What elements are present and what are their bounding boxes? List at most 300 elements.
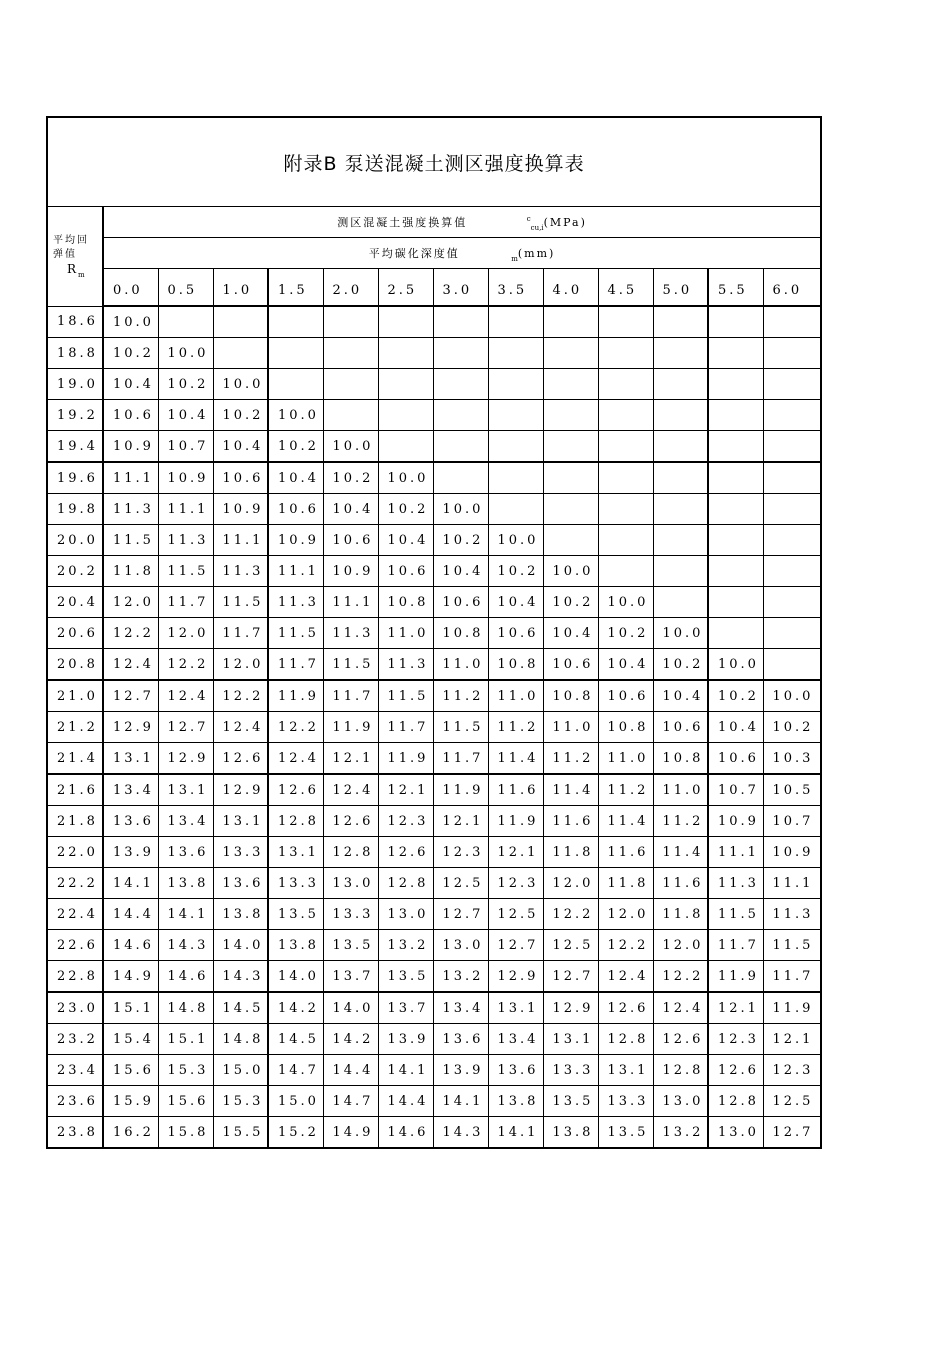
- strength-value-cell: 13.9: [433, 1055, 488, 1086]
- strength-value-cell: 10.0: [543, 556, 598, 587]
- strength-value-cell: 14.8: [158, 992, 213, 1024]
- strength-value-cell: [763, 649, 821, 681]
- strength-value-cell: 11.8: [103, 556, 158, 587]
- strength-value-cell: 10.2: [433, 525, 488, 556]
- strength-value-cell: 11.1: [323, 587, 378, 618]
- strength-value-cell: 10.4: [598, 649, 653, 681]
- table-row: [47, 556, 821, 587]
- strength-value-cell: 12.3: [378, 806, 433, 837]
- strength-value-cell: 12.1: [323, 743, 378, 775]
- strength-value-cell: [488, 462, 543, 494]
- strength-value-cell: 10.0: [598, 587, 653, 618]
- strength-value-cell: 11.0: [488, 680, 543, 712]
- strength-value-cell: [598, 431, 653, 463]
- strength-value-cell: 10.8: [433, 618, 488, 649]
- rebound-value-cell: 23.6: [47, 1086, 103, 1117]
- strength-value-cell: 11.0: [653, 774, 708, 806]
- strength-value-cell: 10.2: [653, 649, 708, 681]
- strength-value-cell: [653, 525, 708, 556]
- strength-value-cell: 12.2: [103, 618, 158, 649]
- depth-header-cell: 0.0: [103, 269, 158, 307]
- strength-value-cell: 13.1: [268, 837, 323, 868]
- strength-value-cell: 15.6: [158, 1086, 213, 1117]
- strength-value-cell: 13.0: [708, 1117, 763, 1149]
- strength-value-cell: 12.3: [488, 868, 543, 899]
- strength-value-cell: 12.9: [543, 992, 598, 1024]
- strength-value-cell: [543, 306, 598, 338]
- rebound-value-cell: 20.6: [47, 618, 103, 649]
- strength-value-cell: 13.2: [433, 961, 488, 993]
- table-row: [47, 306, 821, 338]
- strength-value-cell: 10.4: [433, 556, 488, 587]
- depth-values-row: [47, 269, 821, 307]
- depth-header-cell: 5.5: [708, 269, 763, 307]
- table-row: [47, 930, 821, 961]
- strength-value-cell: 11.9: [268, 680, 323, 712]
- strength-value-cell: [543, 369, 598, 400]
- strength-value-cell: 10.4: [378, 525, 433, 556]
- strength-value-cell: 12.3: [708, 1024, 763, 1055]
- depth-header-cell: 6.0: [763, 269, 821, 307]
- strength-value-cell: 10.0: [763, 680, 821, 712]
- strength-value-cell: 13.8: [268, 930, 323, 961]
- strength-value-cell: [433, 462, 488, 494]
- strength-value-cell: [763, 525, 821, 556]
- strength-value-cell: 10.2: [378, 494, 433, 525]
- strength-value-cell: 15.0: [268, 1086, 323, 1117]
- strength-value-cell: 10.9: [268, 525, 323, 556]
- strength-value-cell: [378, 400, 433, 431]
- strength-value-cell: 12.7: [158, 712, 213, 743]
- strength-value-cell: 13.5: [323, 930, 378, 961]
- strength-value-cell: 11.2: [488, 712, 543, 743]
- depth-header-cell: 4.0: [543, 269, 598, 307]
- strength-value-cell: 11.3: [213, 556, 268, 587]
- depth-header-cell: 1.0: [213, 269, 268, 307]
- strength-value-cell: 13.8: [213, 899, 268, 930]
- rebound-value-cell: 21.4: [47, 743, 103, 775]
- strength-value-cell: 10.2: [158, 369, 213, 400]
- strength-value-cell: 13.2: [378, 930, 433, 961]
- strength-value-cell: 12.6: [378, 837, 433, 868]
- strength-value-cell: 15.5: [213, 1117, 268, 1149]
- strength-value-cell: 10.9: [763, 837, 821, 868]
- strength-value-cell: 10.2: [763, 712, 821, 743]
- strength-value-cell: 11.5: [378, 680, 433, 712]
- strength-value-cell: 11.5: [763, 930, 821, 961]
- strength-value-cell: 12.5: [763, 1086, 821, 1117]
- strength-value-cell: [708, 556, 763, 587]
- strength-symbol-sup: c: [526, 215, 531, 223]
- depth-header-cell: 0.5: [158, 269, 213, 307]
- rebound-value-cell: 20.0: [47, 525, 103, 556]
- depth-header-cell: 4.5: [598, 269, 653, 307]
- strength-value-cell: 12.4: [213, 712, 268, 743]
- strength-unit: (MPa): [543, 216, 587, 229]
- strength-value-cell: 12.7: [488, 930, 543, 961]
- table-row: [47, 431, 821, 463]
- strength-value-cell: 11.5: [268, 618, 323, 649]
- rebound-value-cell: 22.6: [47, 930, 103, 961]
- corner-symbol-sub: m: [78, 271, 85, 280]
- strength-value-cell: [598, 306, 653, 338]
- table-row: [47, 400, 821, 431]
- corner-line2: 弹值: [53, 249, 77, 261]
- strength-value-cell: 13.6: [433, 1024, 488, 1055]
- depth-header: [103, 238, 821, 269]
- strength-value-cell: 13.3: [213, 837, 268, 868]
- strength-value-cell: 15.2: [268, 1117, 323, 1149]
- depth-header-cell: 1.5: [268, 269, 323, 307]
- strength-value-cell: 12.6: [323, 806, 378, 837]
- depth-header-cell: 2.0: [323, 269, 378, 307]
- strength-value-cell: [433, 306, 488, 338]
- table-row: [47, 338, 821, 369]
- strength-value-cell: 12.0: [543, 868, 598, 899]
- strength-value-cell: [653, 369, 708, 400]
- strength-value-cell: 12.8: [598, 1024, 653, 1055]
- rebound-value-cell: 19.2: [47, 400, 103, 431]
- strength-value-cell: 12.7: [543, 961, 598, 993]
- strength-value-cell: [323, 369, 378, 400]
- strength-value-cell: 13.6: [158, 837, 213, 868]
- strength-value-cell: 10.2: [213, 400, 268, 431]
- strength-value-cell: [213, 338, 268, 369]
- strength-value-cell: [268, 369, 323, 400]
- strength-value-cell: 12.2: [653, 961, 708, 993]
- strength-value-cell: 10.2: [268, 431, 323, 463]
- strength-value-cell: 12.4: [323, 774, 378, 806]
- strength-value-cell: 13.0: [433, 930, 488, 961]
- strength-value-cell: 11.7: [433, 743, 488, 775]
- strength-value-cell: 13.5: [378, 961, 433, 993]
- strength-value-cell: [433, 400, 488, 431]
- strength-value-cell: 11.9: [763, 992, 821, 1024]
- strength-value-cell: 13.4: [103, 774, 158, 806]
- table-row: [47, 806, 821, 837]
- rebound-value-cell: 20.4: [47, 587, 103, 618]
- strength-value-cell: 10.8: [378, 587, 433, 618]
- strength-value-cell: 12.5: [543, 930, 598, 961]
- strength-value-cell: 10.9: [323, 556, 378, 587]
- strength-value-cell: 12.1: [433, 806, 488, 837]
- rebound-value-cell: 22.0: [47, 837, 103, 868]
- strength-value-cell: 12.6: [268, 774, 323, 806]
- strength-value-cell: 11.9: [433, 774, 488, 806]
- strength-value-cell: 14.0: [268, 961, 323, 993]
- strength-value-cell: [653, 587, 708, 618]
- strength-value-cell: [763, 494, 821, 525]
- strength-value-cell: [653, 400, 708, 431]
- strength-value-cell: 11.3: [323, 618, 378, 649]
- table-row: [47, 992, 821, 1024]
- table-row: [47, 1024, 821, 1055]
- strength-value-cell: 12.9: [158, 743, 213, 775]
- strength-value-cell: 10.4: [213, 431, 268, 463]
- strength-value-cell: 11.1: [158, 494, 213, 525]
- strength-value-cell: [598, 494, 653, 525]
- strength-value-cell: 12.8: [378, 868, 433, 899]
- strength-value-cell: 11.7: [268, 649, 323, 681]
- strength-value-cell: [543, 338, 598, 369]
- strength-value-cell: 10.0: [433, 494, 488, 525]
- strength-value-cell: 10.4: [653, 680, 708, 712]
- strength-value-cell: [598, 338, 653, 369]
- strength-value-cell: 10.8: [598, 712, 653, 743]
- strength-value-cell: [598, 400, 653, 431]
- strength-value-cell: 14.9: [103, 961, 158, 993]
- strength-value-cell: [653, 462, 708, 494]
- strength-value-cell: 10.4: [488, 587, 543, 618]
- strength-value-cell: 12.8: [653, 1055, 708, 1086]
- table-row: [47, 899, 821, 930]
- strength-value-cell: 11.2: [653, 806, 708, 837]
- strength-value-cell: [653, 431, 708, 463]
- strength-value-cell: 13.1: [158, 774, 213, 806]
- strength-value-cell: 11.1: [213, 525, 268, 556]
- strength-value-cell: 11.4: [543, 774, 598, 806]
- strength-value-cell: 13.4: [488, 1024, 543, 1055]
- strength-value-cell: [763, 462, 821, 494]
- strength-value-cell: 12.2: [598, 930, 653, 961]
- strength-value-cell: 10.9: [708, 806, 763, 837]
- rebound-value-cell: 20.2: [47, 556, 103, 587]
- strength-value-cell: [708, 431, 763, 463]
- strength-value-cell: 12.9: [488, 961, 543, 993]
- table-row: [47, 1117, 821, 1149]
- table-row: [47, 587, 821, 618]
- strength-value-cell: 10.0: [653, 618, 708, 649]
- strength-value-cell: 14.3: [433, 1117, 488, 1149]
- strength-value-cell: 10.6: [213, 462, 268, 494]
- strength-value-cell: [763, 618, 821, 649]
- strength-value-cell: 10.4: [103, 369, 158, 400]
- strength-value-cell: 11.4: [488, 743, 543, 775]
- rebound-value-cell: 18.8: [47, 338, 103, 369]
- strength-value-cell: 10.6: [323, 525, 378, 556]
- strength-value-cell: 11.0: [433, 649, 488, 681]
- strength-value-cell: 14.3: [213, 961, 268, 993]
- strength-value-cell: 13.9: [378, 1024, 433, 1055]
- conversion-table-sheet: [46, 116, 820, 1149]
- strength-value-cell: [543, 462, 598, 494]
- strength-value-cell: 12.6: [653, 1024, 708, 1055]
- strength-value-cell: 15.3: [158, 1055, 213, 1086]
- strength-value-cell: 16.2: [103, 1117, 158, 1149]
- strength-value-cell: 11.4: [653, 837, 708, 868]
- strength-value-cell: 11.5: [708, 899, 763, 930]
- rebound-value-cell: 22.4: [47, 899, 103, 930]
- table-row: [47, 462, 821, 494]
- table-row: [47, 1086, 821, 1117]
- strength-value-cell: 13.1: [488, 992, 543, 1024]
- strength-value-cell: 11.2: [598, 774, 653, 806]
- strength-value-cell: 13.5: [598, 1117, 653, 1149]
- corner-symbol: R: [67, 262, 79, 277]
- strength-value-cell: 14.8: [213, 1024, 268, 1055]
- strength-value-cell: 11.1: [708, 837, 763, 868]
- strength-value-cell: 10.5: [763, 774, 821, 806]
- strength-value-cell: 10.0: [268, 400, 323, 431]
- strength-value-cell: 11.9: [378, 743, 433, 775]
- strength-value-cell: 11.3: [378, 649, 433, 681]
- rebound-value-cell: 21.2: [47, 712, 103, 743]
- strength-value-cell: 12.6: [598, 992, 653, 1024]
- strength-value-cell: [598, 369, 653, 400]
- strength-value-cell: 11.3: [158, 525, 213, 556]
- strength-value-cell: 10.6: [103, 400, 158, 431]
- depth-symbol-sub: m: [511, 255, 518, 263]
- strength-value-cell: 12.2: [213, 680, 268, 712]
- strength-value-cell: 10.4: [323, 494, 378, 525]
- strength-value-cell: 14.1: [378, 1055, 433, 1086]
- strength-value-cell: 12.0: [653, 930, 708, 961]
- strength-value-cell: 11.3: [763, 899, 821, 930]
- strength-value-cell: 13.3: [268, 868, 323, 899]
- strength-value-cell: [323, 400, 378, 431]
- rebound-value-cell: 19.6: [47, 462, 103, 494]
- strength-value-cell: 12.8: [323, 837, 378, 868]
- strength-value-cell: [488, 338, 543, 369]
- strength-value-cell: 10.9: [158, 462, 213, 494]
- strength-value-cell: [268, 338, 323, 369]
- strength-value-cell: 12.6: [708, 1055, 763, 1086]
- strength-value-cell: [488, 431, 543, 463]
- strength-value-cell: 10.2: [708, 680, 763, 712]
- strength-value-cell: [653, 338, 708, 369]
- strength-value-cell: [488, 400, 543, 431]
- strength-value-cell: [378, 369, 433, 400]
- strength-value-cell: 13.6: [213, 868, 268, 899]
- strength-value-cell: 10.6: [653, 712, 708, 743]
- strength-value-cell: 11.7: [378, 712, 433, 743]
- strength-value-cell: 13.7: [323, 961, 378, 993]
- strength-value-cell: [708, 306, 763, 338]
- strength-value-cell: 11.9: [323, 712, 378, 743]
- strength-value-cell: 10.6: [433, 587, 488, 618]
- strength-value-cell: 11.5: [433, 712, 488, 743]
- strength-value-cell: 10.4: [543, 618, 598, 649]
- strength-value-cell: 14.6: [103, 930, 158, 961]
- strength-value-cell: [488, 369, 543, 400]
- strength-value-cell: [488, 494, 543, 525]
- strength-value-cell: 14.6: [378, 1117, 433, 1149]
- strength-value-cell: [598, 525, 653, 556]
- table-title: 附录B 泵送混凝土测区强度换算表: [47, 117, 821, 207]
- strength-value-cell: [433, 338, 488, 369]
- strength-value-cell: [378, 306, 433, 338]
- strength-value-cell: 13.1: [213, 806, 268, 837]
- strength-value-cell: 10.7: [708, 774, 763, 806]
- strength-value-cell: 14.1: [433, 1086, 488, 1117]
- strength-value-cell: 12.2: [268, 712, 323, 743]
- strength-value-cell: [763, 338, 821, 369]
- strength-value-cell: [708, 462, 763, 494]
- strength-value-cell: [763, 431, 821, 463]
- strength-value-cell: 10.6: [268, 494, 323, 525]
- strength-value-cell: 14.4: [378, 1086, 433, 1117]
- strength-value-cell: 13.3: [598, 1086, 653, 1117]
- strength-value-cell: [708, 400, 763, 431]
- table-row: [47, 680, 821, 712]
- table-row: [47, 649, 821, 681]
- strength-value-cell: 11.8: [598, 868, 653, 899]
- strength-value-cell: 13.9: [103, 837, 158, 868]
- strength-value-cell: [323, 306, 378, 338]
- rebound-value-cell: 19.8: [47, 494, 103, 525]
- strength-value-cell: 14.4: [323, 1055, 378, 1086]
- strength-value-cell: 14.5: [213, 992, 268, 1024]
- strength-value-cell: [708, 494, 763, 525]
- strength-value-cell: 11.8: [543, 837, 598, 868]
- rebound-value-cell: 23.8: [47, 1117, 103, 1149]
- strength-value-cell: 11.9: [708, 961, 763, 993]
- corner-line1: 平均回: [53, 235, 89, 247]
- strength-value-cell: [708, 587, 763, 618]
- strength-value-cell: 12.4: [598, 961, 653, 993]
- strength-value-cell: 12.8: [708, 1086, 763, 1117]
- strength-value-cell: 11.7: [323, 680, 378, 712]
- depth-header-cell: 3.0: [433, 269, 488, 307]
- strength-value-cell: 12.3: [433, 837, 488, 868]
- depth-unit: (mm): [517, 247, 556, 260]
- strength-value-cell: 10.6: [598, 680, 653, 712]
- rebound-value-cell: 23.4: [47, 1055, 103, 1086]
- rebound-value-cell: 23.2: [47, 1024, 103, 1055]
- rebound-value-cell: 20.8: [47, 649, 103, 681]
- strength-value-cell: 12.2: [543, 899, 598, 930]
- strength-value-cell: 14.4: [103, 899, 158, 930]
- strength-value-cell: 15.3: [213, 1086, 268, 1117]
- strength-value-cell: 13.8: [543, 1117, 598, 1149]
- strength-value-cell: 14.2: [323, 1024, 378, 1055]
- strength-value-cell: 12.4: [268, 743, 323, 775]
- strength-value-cell: [763, 400, 821, 431]
- strength-value-cell: 11.7: [708, 930, 763, 961]
- strength-value-cell: 10.6: [708, 743, 763, 775]
- depth-header-cell: 5.0: [653, 269, 708, 307]
- strength-value-cell: 13.1: [598, 1055, 653, 1086]
- rebound-value-cell: 19.4: [47, 431, 103, 463]
- strength-value-cell: [598, 462, 653, 494]
- strength-value-cell: 14.9: [323, 1117, 378, 1149]
- strength-value-cell: [653, 306, 708, 338]
- strength-value-cell: 12.4: [103, 649, 158, 681]
- strength-value-cell: 15.8: [158, 1117, 213, 1149]
- strength-value-cell: 14.6: [158, 961, 213, 993]
- rebound-value-header: [47, 207, 103, 307]
- strength-value-cell: 12.1: [378, 774, 433, 806]
- rebound-value-cell: 19.0: [47, 369, 103, 400]
- table-row: [47, 743, 821, 775]
- table-row: [47, 1055, 821, 1086]
- strength-value-cell: 14.0: [323, 992, 378, 1024]
- strength-value-cell: 11.5: [103, 525, 158, 556]
- strength-value-cell: 10.4: [268, 462, 323, 494]
- strength-value-cell: 12.7: [103, 680, 158, 712]
- strength-value-cell: 12.2: [158, 649, 213, 681]
- strength-value-cell: 14.0: [213, 930, 268, 961]
- strength-value-cell: 15.1: [103, 992, 158, 1024]
- table-row: [47, 774, 821, 806]
- rebound-value-cell: 22.8: [47, 961, 103, 993]
- strength-value-cell: 10.7: [763, 806, 821, 837]
- strength-value-cell: 14.7: [323, 1086, 378, 1117]
- rebound-value-cell: 21.6: [47, 774, 103, 806]
- strength-value-cell: 10.0: [213, 369, 268, 400]
- strength-value-cell: [543, 431, 598, 463]
- strength-value-cell: [708, 618, 763, 649]
